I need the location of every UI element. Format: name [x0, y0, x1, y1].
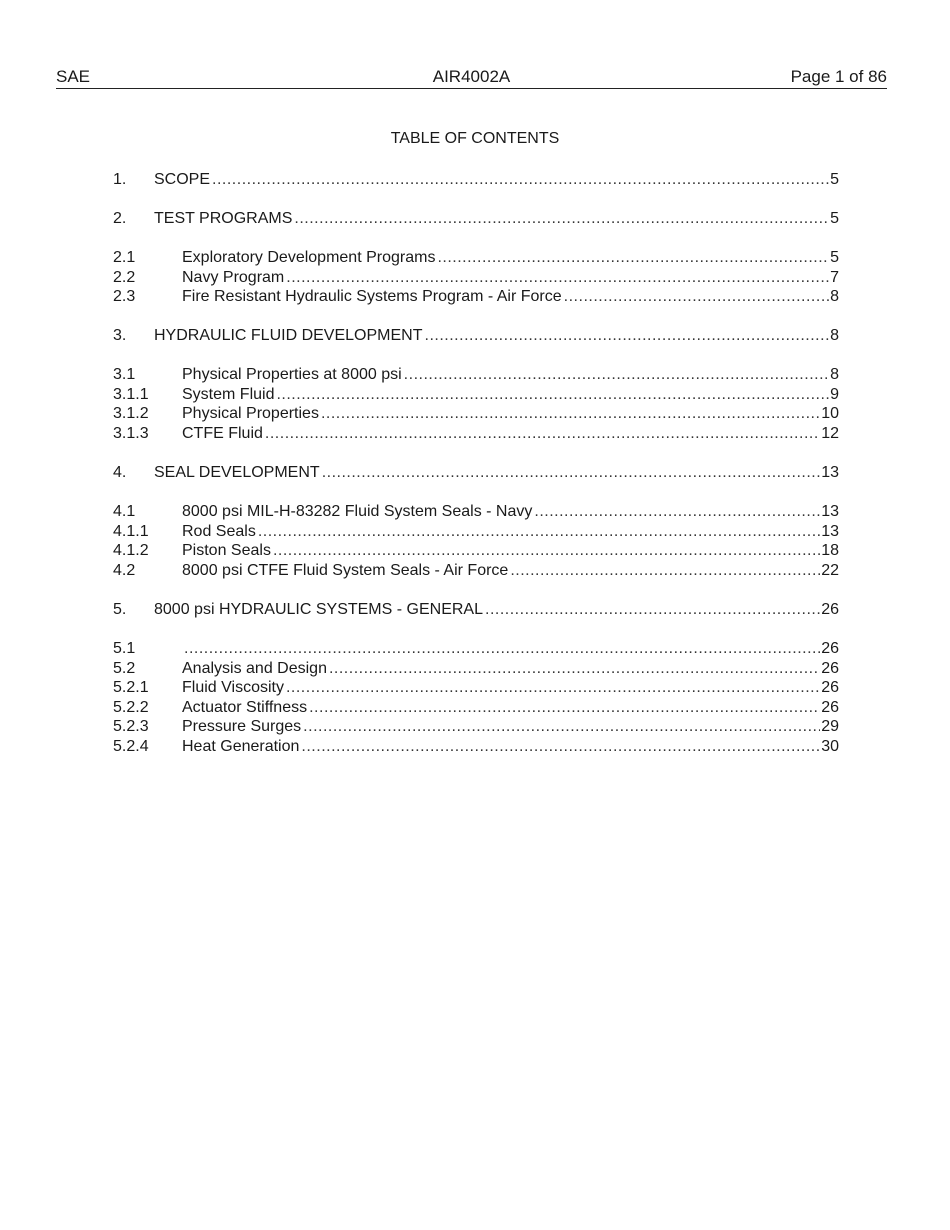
- toc-title: TABLE OF CONTENTS: [390, 130, 560, 147]
- toc-entry-title: Navy Program: [182, 269, 285, 286]
- dot-leader: [485, 600, 820, 620]
- toc-entry-number: 5.1: [113, 640, 136, 657]
- toc-entry-page: 22: [821, 562, 839, 579]
- toc-entry-number: 2.: [113, 210, 127, 227]
- toc-entry-number: 4.1.2: [113, 542, 149, 559]
- toc-entry-number: 3.: [113, 327, 127, 344]
- toc-entry[interactable]: [113, 600, 839, 620]
- toc-entry[interactable]: [113, 639, 839, 659]
- toc-entry[interactable]: [113, 717, 839, 737]
- dot-leader: [276, 385, 829, 405]
- toc-entry-number: 1.: [113, 171, 127, 188]
- toc-entry-title: Physical Properties at 8000 psi: [182, 366, 402, 383]
- toc-entry-number: 2.2: [113, 269, 136, 286]
- toc-entry-page: 26: [821, 601, 839, 618]
- toc-entry-page: 13: [821, 503, 839, 520]
- toc-entry[interactable]: [113, 248, 839, 268]
- toc-entry-title: SEAL DEVELOPMENT: [154, 464, 320, 481]
- toc-entry[interactable]: [113, 424, 839, 444]
- toc-entry-page: 26: [821, 660, 839, 677]
- toc-entry[interactable]: [113, 268, 839, 288]
- toc-entry-title: 8000 psi CTFE Fluid System Seals - Air Force: [182, 562, 509, 579]
- dot-leader: [265, 424, 820, 444]
- toc-entry-title: Physical Properties: [182, 405, 319, 422]
- toc-entry-page: 26: [821, 640, 839, 657]
- header-organization: SAE: [56, 67, 91, 86]
- toc-entry-page: 18: [821, 542, 839, 559]
- toc-entry-page: 26: [821, 679, 839, 696]
- toc-entry-title: Rod Seals: [182, 523, 256, 540]
- dot-leader: [425, 326, 830, 346]
- toc-entry-title: Analysis and Design: [182, 660, 327, 677]
- dot-leader: [303, 717, 820, 737]
- dot-leader: [564, 287, 829, 307]
- header-page-number: Page 1 of 86: [790, 67, 887, 86]
- toc-entry[interactable]: [113, 659, 839, 679]
- toc-entry[interactable]: [113, 698, 839, 718]
- dot-leader: [184, 639, 820, 659]
- toc-entry-number: 4.: [113, 464, 127, 481]
- toc-entry-page: 30: [821, 738, 839, 755]
- toc-entry-page: 10: [821, 405, 839, 422]
- dot-leader: [273, 541, 820, 561]
- toc-entry-title: Fluid Viscosity: [182, 679, 284, 696]
- toc-entry-title: Fire Resistant Hydraulic Systems Program - Air Force: [182, 288, 562, 305]
- toc-entry-page: 5: [830, 210, 839, 227]
- toc-entry-number: 5.: [113, 601, 127, 618]
- toc-entry-number: 2.3: [113, 288, 136, 305]
- toc-entry-page: 26: [821, 699, 839, 716]
- toc-entry[interactable]: [113, 385, 839, 405]
- toc-entry-number: 3.1: [113, 366, 136, 383]
- toc-entry[interactable]: [113, 287, 839, 307]
- toc-entry[interactable]: [113, 678, 839, 698]
- toc-entry-page: 8: [830, 288, 839, 305]
- toc-entry-number: 5.2.3: [113, 718, 149, 735]
- dot-leader: [294, 209, 829, 229]
- toc-entry-title: Heat Generation: [182, 738, 300, 755]
- dot-leader: [510, 561, 820, 581]
- toc-entry-number: 4.1: [113, 503, 136, 520]
- dot-leader: [258, 522, 820, 542]
- toc-entry-page: 12: [821, 425, 839, 442]
- toc-entry[interactable]: [113, 365, 839, 385]
- toc-entry[interactable]: [113, 463, 839, 483]
- toc-entry-number: 3.1.1: [113, 386, 149, 403]
- toc-entry-page: 5: [830, 171, 839, 188]
- toc-entry-title: 8000 psi MIL-H-83282 Fluid System Seals - Navy: [182, 503, 533, 520]
- toc-entry[interactable]: [113, 170, 839, 190]
- toc-entry-number: 5.2: [113, 660, 136, 677]
- toc-entry-title: Exploratory Development Programs: [182, 249, 436, 266]
- toc-entry-page: 8: [830, 366, 839, 383]
- dot-leader: [286, 678, 820, 698]
- toc-entry[interactable]: [113, 209, 839, 229]
- toc-entry-page: 7: [830, 269, 839, 286]
- dot-leader: [212, 170, 829, 190]
- toc-entry-page: 13: [821, 464, 839, 481]
- toc-entry[interactable]: [113, 561, 839, 581]
- dot-leader: [286, 268, 829, 288]
- toc-entry-number: 3.1.2: [113, 405, 149, 422]
- page-header: [56, 66, 887, 89]
- toc-entry-title: 8000 psi HYDRAULIC SYSTEMS - GENERAL: [154, 601, 483, 618]
- toc-entry-title: SCOPE: [154, 171, 211, 188]
- toc-entry-number: 4.2: [113, 562, 136, 579]
- dot-leader: [309, 698, 820, 718]
- toc-entry[interactable]: [113, 737, 839, 757]
- toc-entry-title: Actuator Stiffness: [182, 699, 308, 716]
- toc-entry-number: 5.2.4: [113, 738, 149, 755]
- toc-entry-title: HYDRAULIC FLUID DEVELOPMENT: [154, 327, 423, 344]
- toc-entry-number: 2.1: [113, 249, 136, 266]
- dot-leader: [322, 463, 821, 483]
- dot-leader: [404, 365, 829, 385]
- header-document-id: AIR4002A: [432, 67, 511, 86]
- toc-entry-title: CTFE Fluid: [182, 425, 263, 442]
- toc-entry-page: 8: [830, 327, 839, 344]
- toc-entry-title: System Fluid: [182, 386, 275, 403]
- toc-entry[interactable]: [113, 404, 839, 424]
- toc-entry-number: 3.1.3: [113, 425, 149, 442]
- toc-entry-title: Piston Seals: [182, 542, 271, 559]
- dot-leader: [301, 737, 820, 757]
- toc-entry[interactable]: [113, 502, 839, 522]
- toc-entry-page: 5: [830, 249, 839, 266]
- toc-entry-title: TEST PROGRAMS: [154, 210, 293, 227]
- dot-leader: [534, 502, 820, 522]
- toc-entry[interactable]: [113, 326, 839, 346]
- toc-entry[interactable]: [113, 541, 839, 561]
- toc-entry[interactable]: [113, 522, 839, 542]
- toc-entry-title: Pressure Surges: [182, 718, 302, 735]
- toc-entry-page: 29: [821, 718, 839, 735]
- dot-leader: [437, 248, 829, 268]
- toc-entry-page: 13: [821, 523, 839, 540]
- dot-leader: [321, 404, 820, 424]
- dot-leader: [329, 659, 820, 679]
- toc-entry-number: 5.2.1: [113, 679, 149, 696]
- toc-entry-number: 4.1.1: [113, 523, 149, 540]
- toc-entry-page: 9: [830, 386, 839, 403]
- toc-entry-number: 5.2.2: [113, 699, 149, 716]
